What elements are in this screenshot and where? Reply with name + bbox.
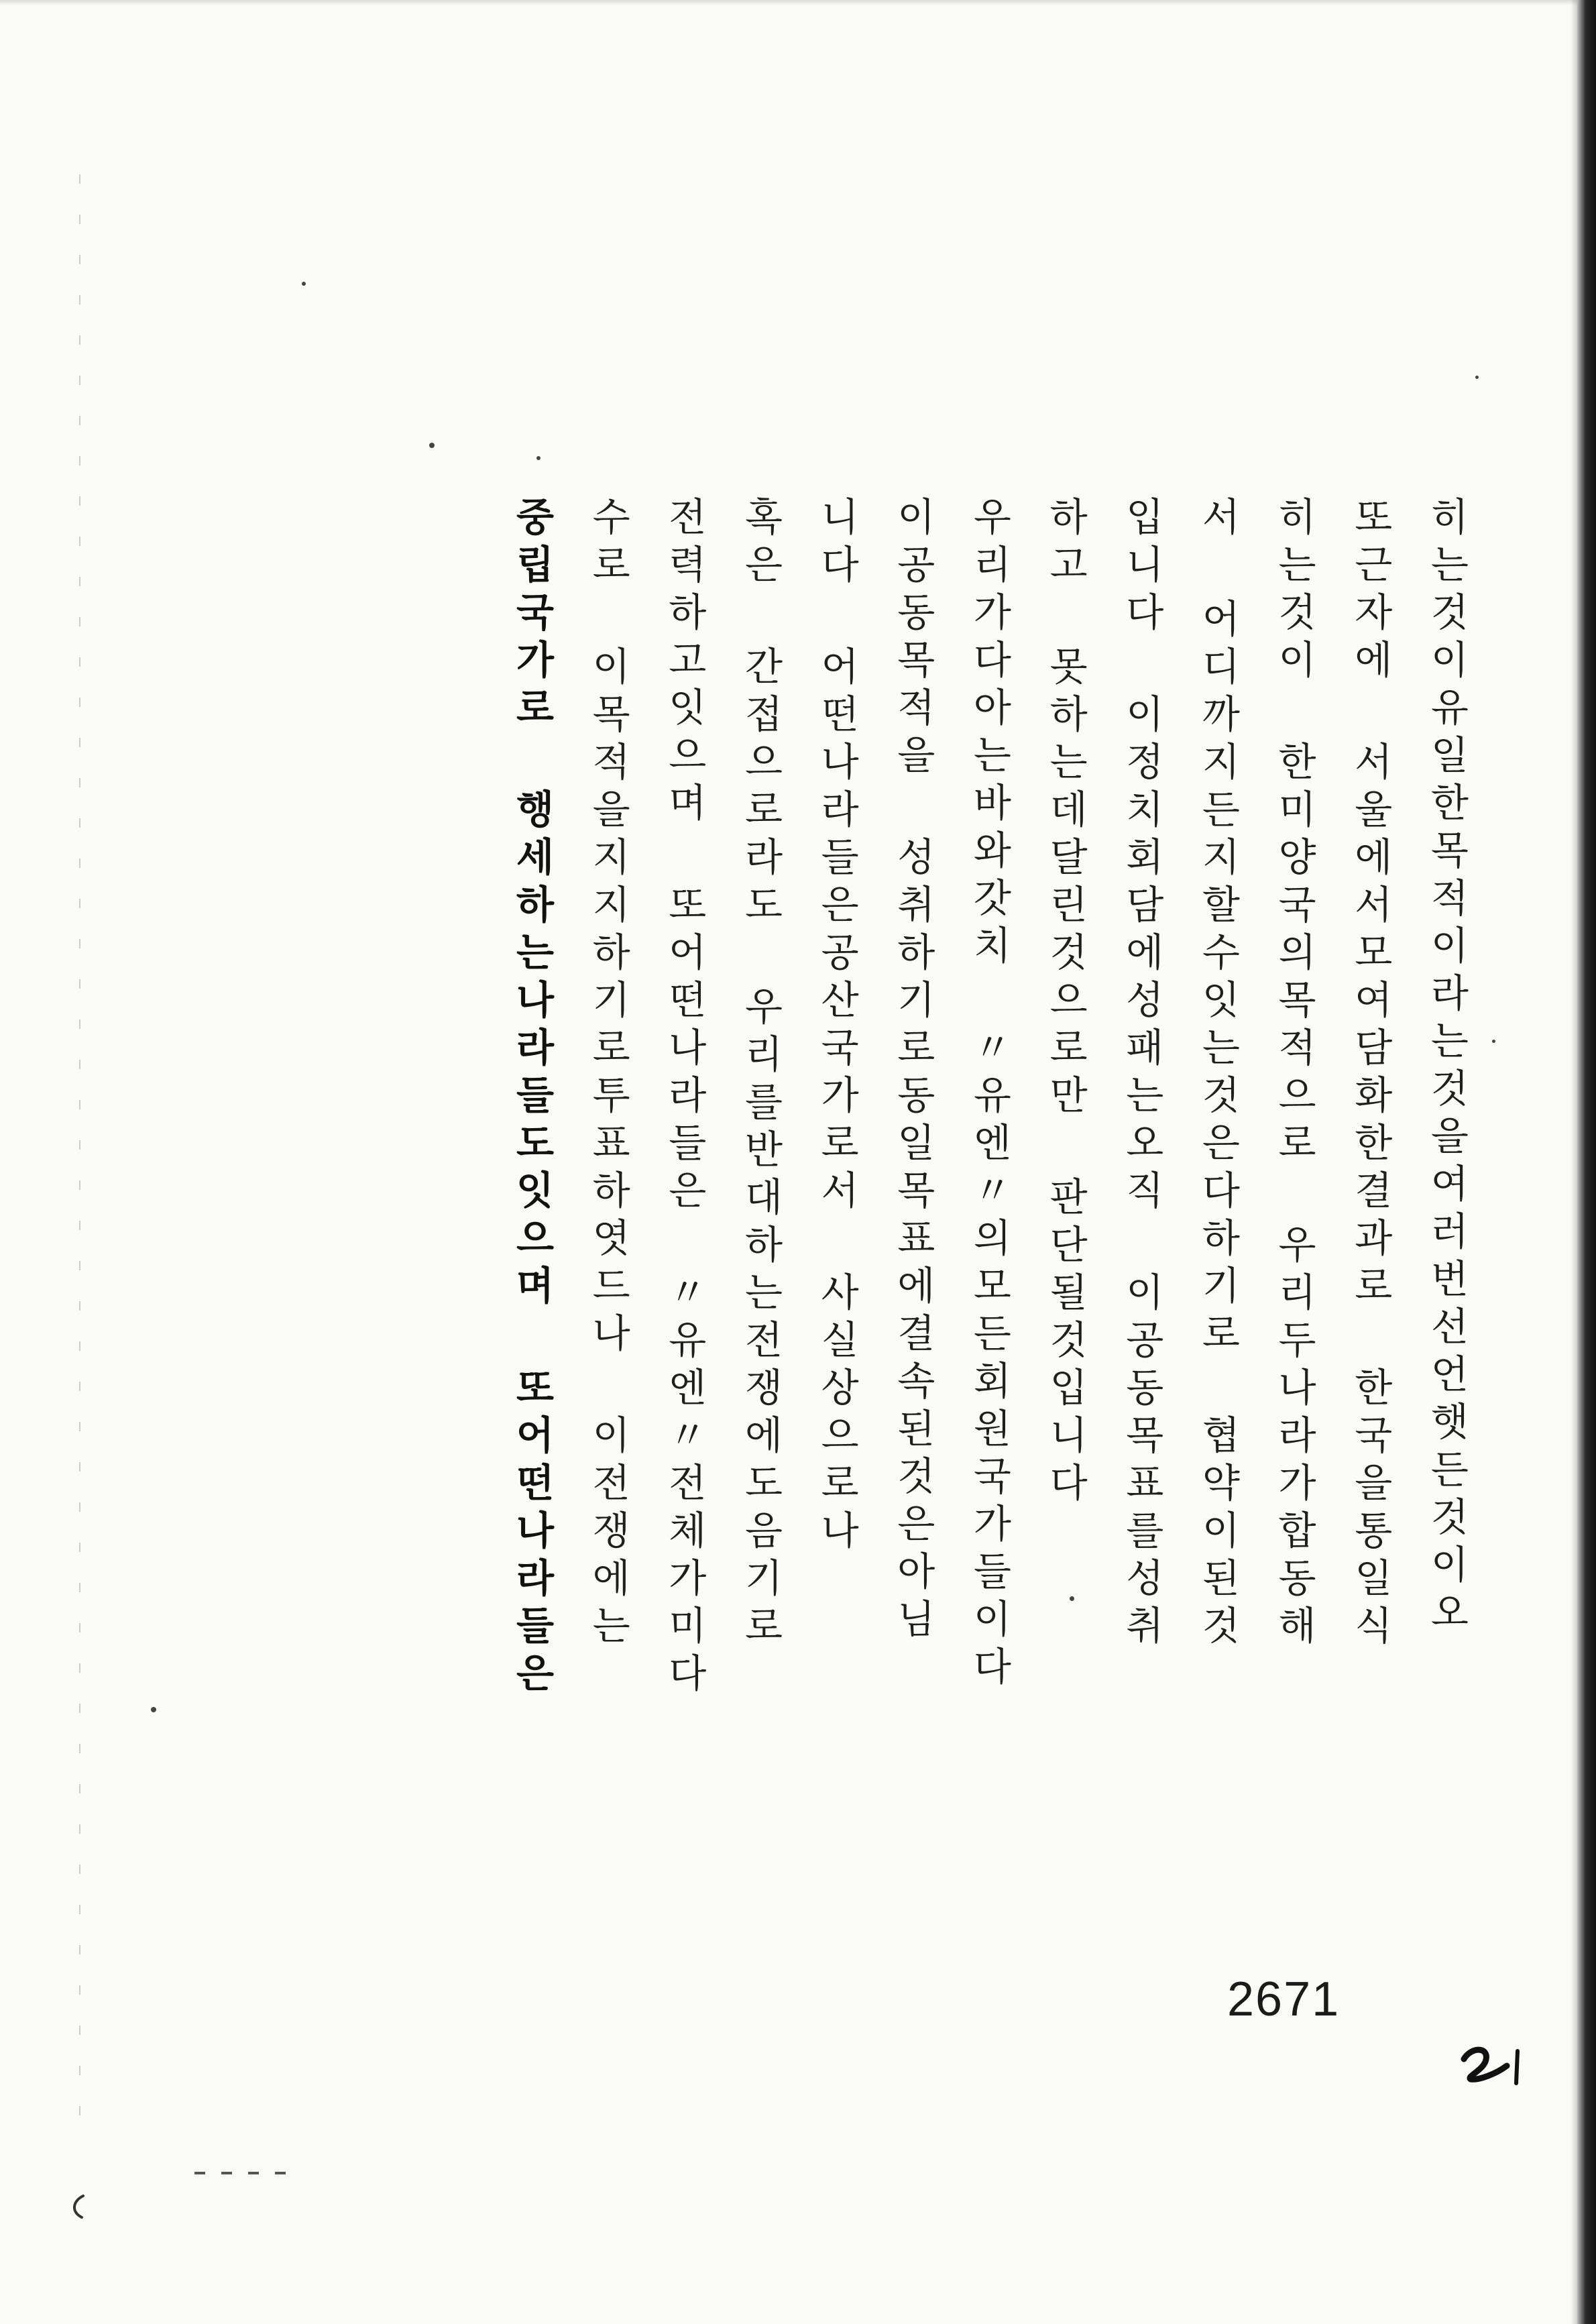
text-column-5: 입니다 이정치회담에성패는오직 이공동목표를성취 <box>1119 496 1165 1653</box>
text-column-1: 히는것이유일한목적이라는것을여러번선언햇든것이오 <box>1423 496 1469 1639</box>
scan-speck <box>429 443 435 448</box>
margin-guide-line <box>79 174 80 2119</box>
text-column-11: 전력하고잇으며 또어떤나라들은 〃유엔〃전체가미다 <box>661 496 707 1700</box>
text-column-8: 이공동목적을 성취하기로동일목표에결속된것은아님 <box>890 496 936 1646</box>
text-column-6: 하고 못하는데달린것으로만 판단될것입니다 <box>1042 496 1088 1510</box>
scan-speck <box>1492 1040 1495 1043</box>
vertical-text-block <box>500 496 1479 1912</box>
scan-speck <box>151 1707 156 1712</box>
scan-speck <box>536 456 540 460</box>
text-column-3: 히는것이 한미양국의목적으로 우리두나라가합동해 <box>1271 496 1317 1653</box>
text-column-12: 수로 이목적을지지하기로투표하엿드나 이전쟁에는 <box>585 496 631 1653</box>
scan-speck <box>1475 376 1479 379</box>
scan-edge-shadow <box>1571 0 1577 2324</box>
text-column-13: 중립국가로 행세하는나라들도잇으며 또어떤나라들은 <box>509 496 555 1700</box>
scan-top-edge <box>0 0 1577 5</box>
scan-right-edge <box>1577 0 1596 2324</box>
scan-speck <box>302 282 306 286</box>
scan-speck <box>1070 1596 1074 1601</box>
scan-dash-mark <box>194 2172 302 2174</box>
text-column-10: 혹은 간접으로라도 우리를반대하는전쟁에도음기로 <box>737 496 783 1653</box>
page-number: 2671 <box>1227 1973 1341 2026</box>
scan-bracket-mark <box>67 2193 87 2220</box>
text-column-2: 또근자에 서울에서모여담화한결과로 한국을통일식 <box>1347 496 1393 1653</box>
text-column-7: 우리가다아는바와갓치 〃유엔〃의모든회원국가들이다 <box>966 496 1012 1694</box>
handwritten-mark-icon <box>1459 2039 1532 2086</box>
text-column-9: 니다 어떤나라들은공산국가로서 사실상으로나 <box>813 496 860 1557</box>
text-column-4: 서 어디까지든지할수잇는것은다하기로 협약이된것 <box>1194 496 1241 1653</box>
